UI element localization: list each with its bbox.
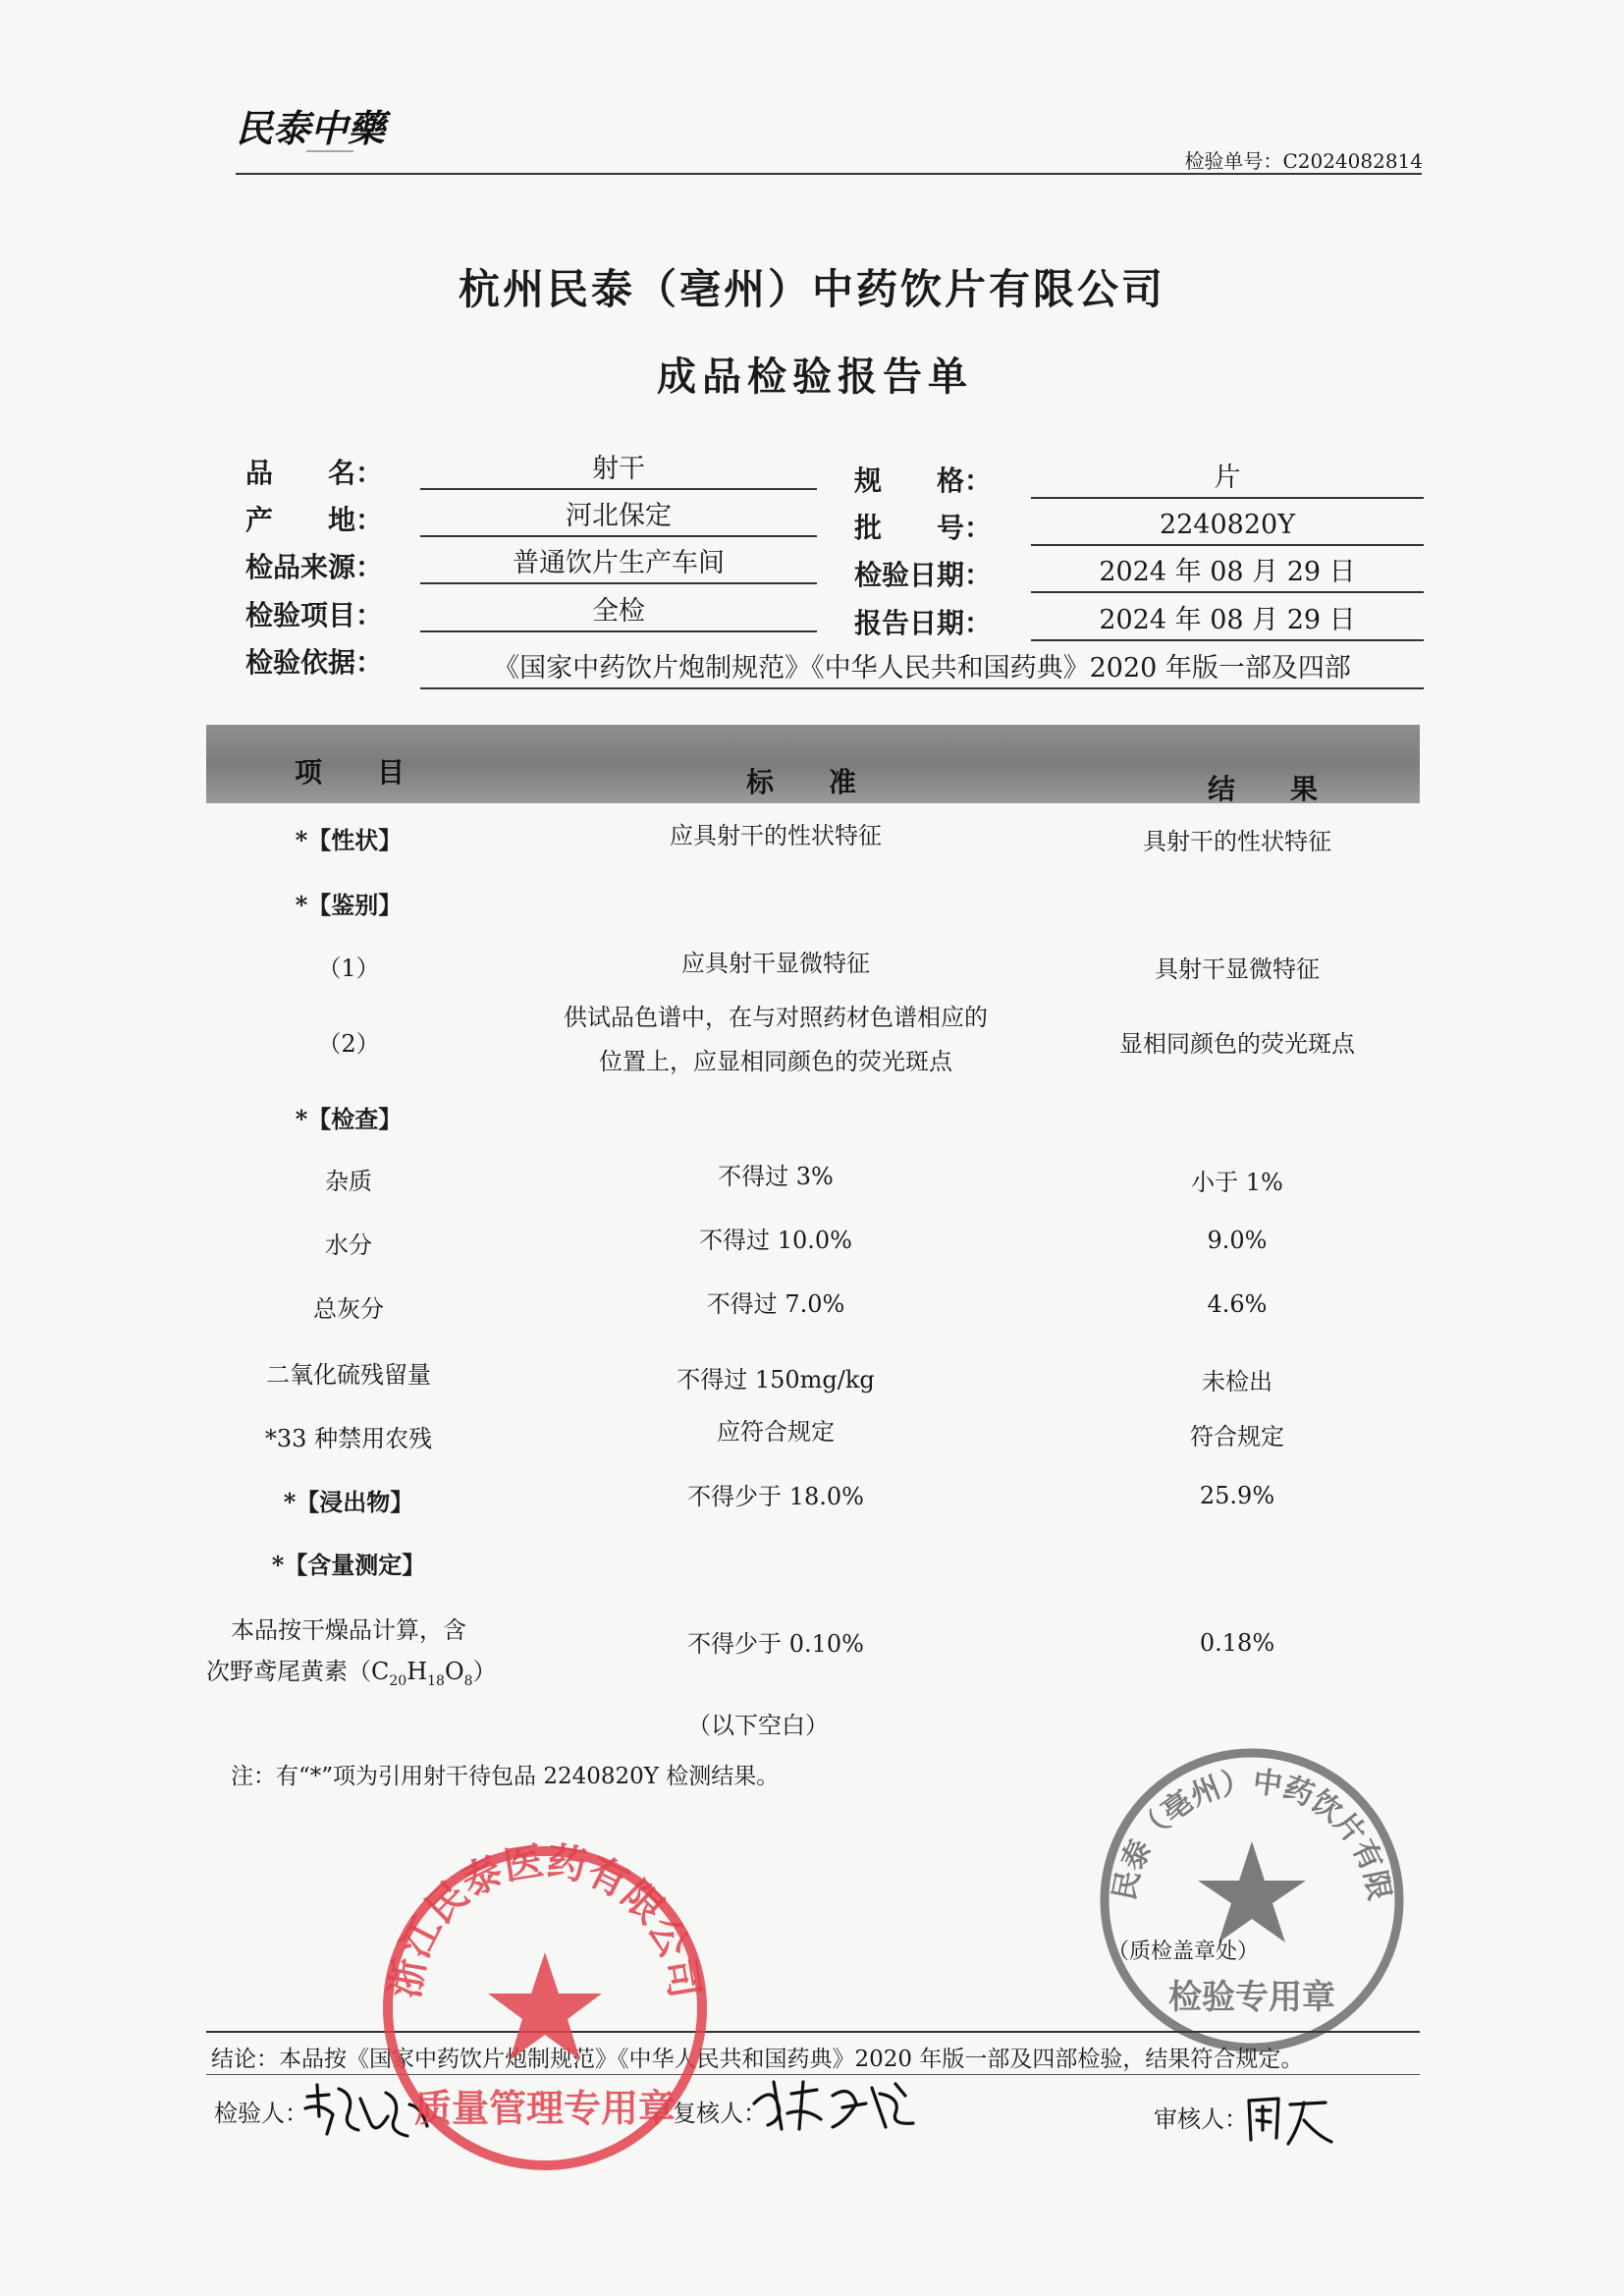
row-item: 杂质 bbox=[325, 1168, 372, 1195]
row-result: 具射干显微特征 bbox=[1155, 956, 1320, 983]
batch-label: 批 号： bbox=[854, 512, 993, 544]
row-item: （1） bbox=[317, 955, 380, 982]
row-item: *【浸出物】 bbox=[283, 1488, 414, 1516]
reviewer-signature bbox=[748, 2074, 925, 2139]
reviewer-label: 复核人： bbox=[673, 2100, 767, 2127]
row-item: *【鉴别】 bbox=[295, 891, 403, 919]
item-label: 检验项目： bbox=[245, 599, 384, 631]
company-logo bbox=[236, 102, 393, 157]
row-result: 显相同颜色的荧光斑点 bbox=[1119, 1030, 1355, 1058]
product-name-value: 射干 bbox=[420, 453, 817, 490]
report-no-value: C2024082814 bbox=[1282, 149, 1423, 173]
report-no-label: 检验单号： bbox=[1184, 149, 1283, 173]
row-standard: 不得少于 0.10% bbox=[687, 1630, 864, 1658]
header-divider bbox=[236, 173, 1422, 175]
basis-value: 《国家中药饮片炮制规范》《中华人民共和国药典》2020 年版一部及四部 bbox=[420, 652, 1424, 689]
column-header-standard: 标 准 bbox=[746, 766, 857, 798]
column-header-result: 结 果 bbox=[1208, 773, 1319, 805]
conclusion: 结论：本品按《国家中药饮片炮制规范》《中华人民共和国药典》2020 年版一部及四部检验，结果符合规定。 bbox=[211, 2047, 1304, 2072]
row-standard: 不得过 150mg/kg bbox=[677, 1366, 875, 1394]
row-result: 25.9% bbox=[1199, 1482, 1275, 1509]
row-standard: 不得少于 18.0% bbox=[687, 1483, 864, 1510]
item-value: 全检 bbox=[420, 595, 817, 632]
seal-grey-inner: 检验专用章 bbox=[1168, 1978, 1335, 2017]
document-title: 成品检验报告单 bbox=[657, 354, 973, 400]
row-standard-line2: 位置上，应显相同颜色的荧光斑点 bbox=[599, 1048, 952, 1075]
row-item: *【检查】 bbox=[295, 1105, 403, 1133]
row-standard: 不得过 3% bbox=[718, 1163, 834, 1190]
row-item: （2） bbox=[317, 1030, 380, 1058]
seal-red-text: 浙江民泰医药有限公司 bbox=[382, 1838, 708, 2001]
row-item-line1: 本品按干燥品计算，含 bbox=[231, 1616, 466, 1644]
product-name-label: 品 名： bbox=[245, 457, 384, 489]
row-standard: 不得过 7.0% bbox=[706, 1290, 845, 1318]
approver-signature bbox=[1239, 2087, 1337, 2156]
source-value: 普通饮片生产车间 bbox=[420, 547, 817, 584]
logo-text: 民泰中藥 bbox=[236, 106, 386, 150]
batch-value: 2240820Y bbox=[1031, 509, 1424, 546]
origin-value: 河北保定 bbox=[420, 500, 817, 537]
row-item: *33 种禁用农残 bbox=[264, 1425, 433, 1452]
test-date-value: 2024 年 08 月 29 日 bbox=[1031, 556, 1424, 593]
basis-label: 检验依据： bbox=[245, 646, 384, 679]
footnote: 注：有“*”项为引用射干待包品 2240820Y 检测结果。 bbox=[231, 1764, 780, 1789]
row-result: 未检出 bbox=[1202, 1368, 1272, 1395]
report-date-label: 报告日期： bbox=[854, 607, 993, 639]
row-item: 二氧化硫残留量 bbox=[266, 1361, 431, 1389]
origin-label: 产 地： bbox=[245, 504, 384, 536]
stamp-area-note: （质检盖章处） bbox=[1108, 1940, 1260, 1964]
row-result: 具射干的性状特征 bbox=[1143, 828, 1331, 855]
row-standard: 不得过 10.0% bbox=[699, 1227, 852, 1254]
row-item: 水分 bbox=[325, 1231, 372, 1259]
company-name: 杭州民泰（亳州）中药饮片有限公司 bbox=[458, 265, 1165, 313]
row-result: 0.18% bbox=[1199, 1629, 1275, 1657]
row-item: *【性状】 bbox=[295, 826, 403, 854]
quality-seal bbox=[373, 1836, 717, 2180]
row-standard: 应符合规定 bbox=[717, 1418, 835, 1446]
spec-value: 片 bbox=[1031, 462, 1424, 499]
blank-below-note: （以下空白） bbox=[687, 1712, 829, 1739]
row-item-line2: 次野鸢尾黄素$(C_{20}H_{18}O_8)$ bbox=[206, 1658, 497, 1689]
report-number bbox=[1184, 145, 1423, 174]
seal-grey-text: 民泰（亳州）中药饮片有限 bbox=[1107, 1765, 1397, 1904]
approver-label: 审核人： bbox=[1154, 2105, 1248, 2133]
column-header-item: 项 目 bbox=[295, 756, 406, 789]
row-item: *【含量测定】 bbox=[271, 1551, 426, 1579]
test-date-label: 检验日期： bbox=[854, 559, 993, 591]
inspection-seal bbox=[1090, 1738, 1414, 2062]
row-item: 总灰分 bbox=[313, 1295, 384, 1323]
source-label: 检品来源： bbox=[245, 551, 384, 583]
row-result: 9.0% bbox=[1207, 1227, 1268, 1254]
spec-label: 规 格： bbox=[854, 465, 993, 497]
seal-red-inner: 质量管理专用章 bbox=[413, 2087, 677, 2130]
row-standard: 应具射干的性状特征 bbox=[670, 822, 882, 849]
row-result: 符合规定 bbox=[1190, 1423, 1284, 1450]
inspector-label: 检验人： bbox=[214, 2100, 308, 2127]
report-date-value: 2024 年 08 月 29 日 bbox=[1031, 604, 1424, 641]
row-result: 4.6% bbox=[1207, 1290, 1268, 1318]
row-standard: 应具射干显微特征 bbox=[681, 950, 870, 977]
row-standard-line1: 供试品色谱中，在与对照药材色谱相应的 bbox=[564, 1004, 988, 1031]
row-result: 小于 1% bbox=[1191, 1169, 1283, 1196]
